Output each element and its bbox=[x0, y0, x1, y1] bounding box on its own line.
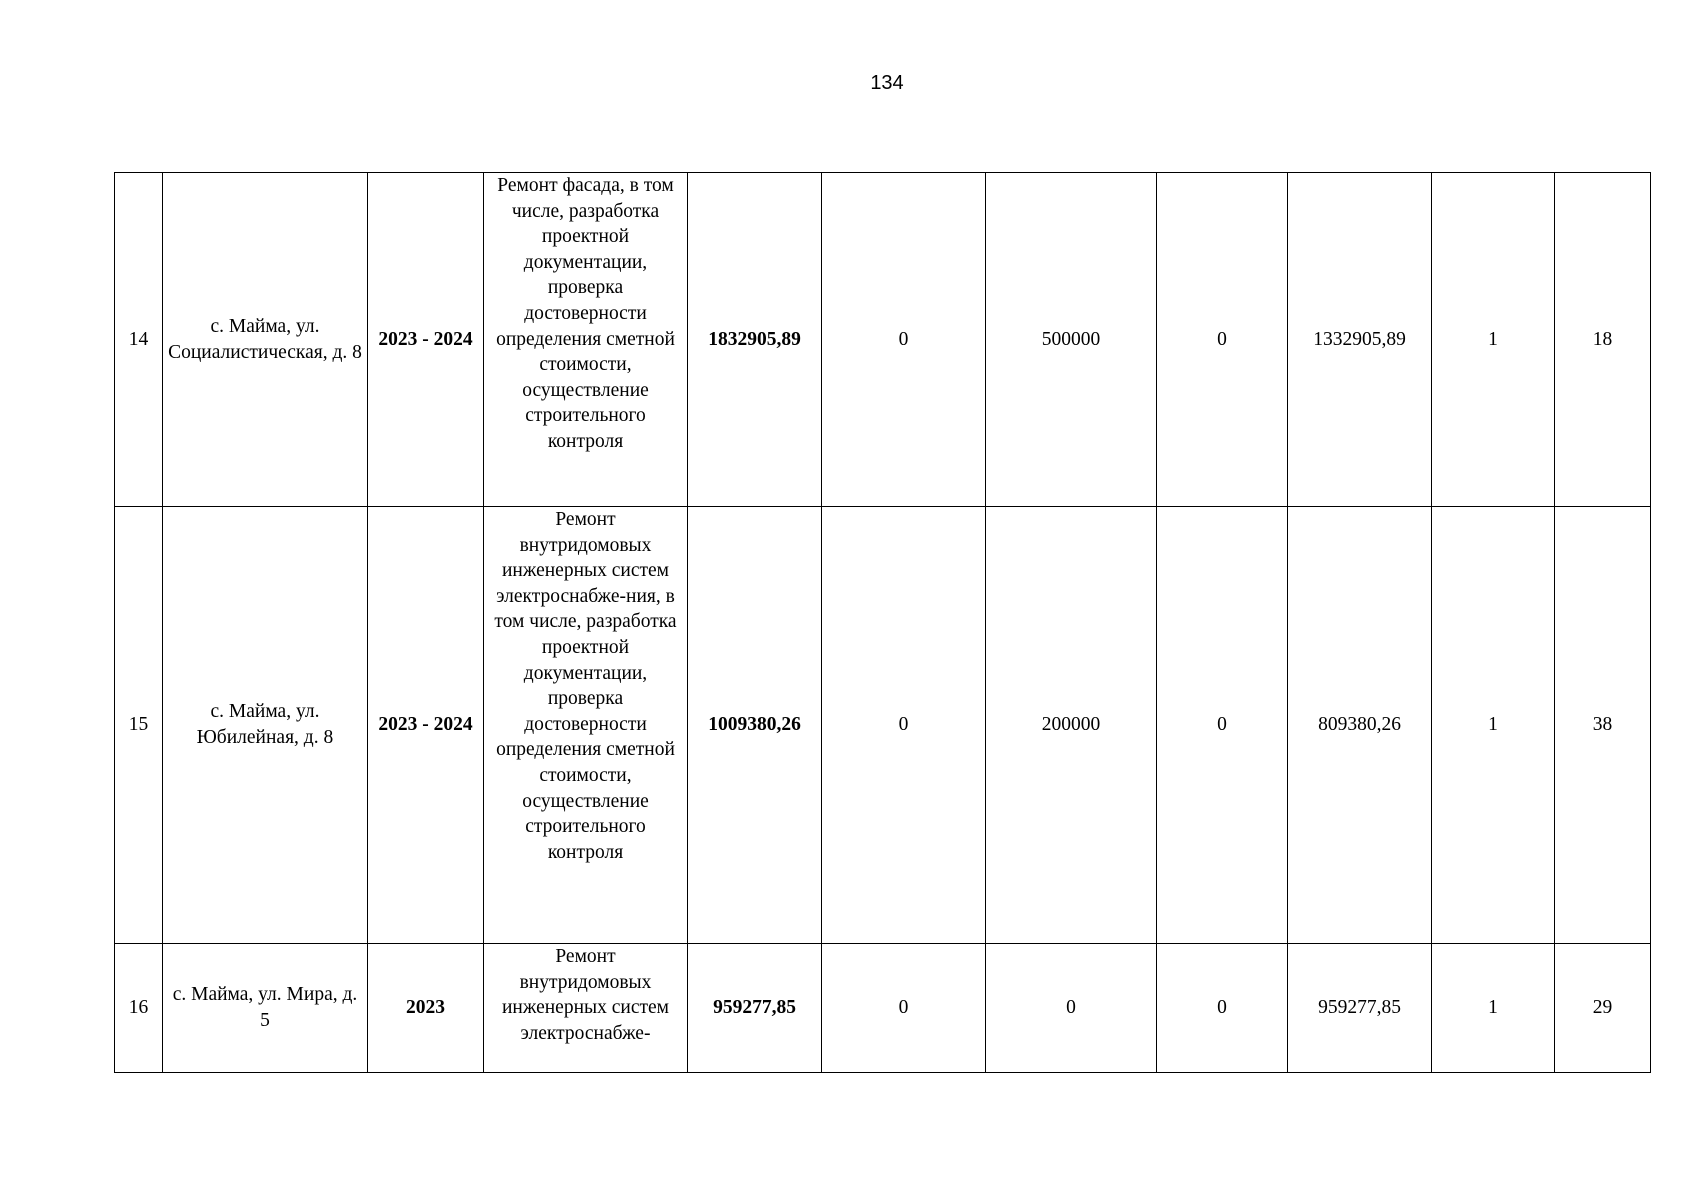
value-cell: 0 bbox=[822, 173, 986, 507]
value-cell: 809380,26 bbox=[1288, 507, 1432, 944]
value-cell: 1 bbox=[1432, 173, 1555, 507]
work-type-text: Ремонт внутридомовых инженерных систем электроснабже- bbox=[501, 946, 669, 1044]
value-cell: 0 bbox=[822, 944, 986, 1073]
years-cell: 2023 bbox=[368, 944, 484, 1073]
address-cell: с. Майма, ул. Социалистическая, д. 8 bbox=[163, 173, 368, 507]
years-cell: 2023 - 2024 bbox=[368, 507, 484, 944]
value-cell: 0 bbox=[1157, 507, 1288, 944]
value-cell: 1 bbox=[1432, 944, 1555, 1073]
total-cost-cell: 959277,85 bbox=[688, 944, 822, 1073]
value-cell: 18 bbox=[1555, 173, 1651, 507]
value-cell: 29 bbox=[1555, 944, 1651, 1073]
table-row bbox=[115, 944, 1651, 1073]
work-type-cell bbox=[484, 944, 688, 1073]
years-cell: 2023 - 2024 bbox=[368, 173, 484, 507]
work-type-cell bbox=[484, 507, 688, 944]
address-cell: с. Майма, ул. Юбилейная, д. 8 bbox=[163, 507, 368, 944]
address-cell: с. Майма, ул. Мира, д. 5 bbox=[163, 944, 368, 1073]
work-type-text: Ремонт внутридомовых инженерных систем электроснабже-ния, в том числе, разработка проектной документации, проверка достоверности определения сметной стоимости, осуществление строительного контроля bbox=[494, 509, 677, 863]
value-cell: 959277,85 bbox=[1288, 944, 1432, 1073]
total-cost-cell: 1009380,26 bbox=[688, 507, 822, 944]
value-cell: 500000 bbox=[986, 173, 1157, 507]
value-cell: 1 bbox=[1432, 507, 1555, 944]
work-type-cell bbox=[484, 173, 688, 507]
value-cell: 38 bbox=[1555, 507, 1651, 944]
value-cell: 0 bbox=[1157, 944, 1288, 1073]
row-number: 14 bbox=[115, 173, 163, 507]
total-cost-cell: 1832905,89 bbox=[688, 173, 822, 507]
value-cell: 1332905,89 bbox=[1288, 173, 1432, 507]
table-row bbox=[115, 507, 1651, 944]
works-table bbox=[114, 172, 1651, 1073]
row-number: 15 bbox=[115, 507, 163, 944]
work-type-text: Ремонт фасада, в том числе, разработка проектной документации, проверка достоверности определения сметной стоимости, осуществление строительного контроля bbox=[496, 175, 675, 452]
value-cell: 200000 bbox=[986, 507, 1157, 944]
value-cell: 0 bbox=[822, 507, 986, 944]
value-cell: 0 bbox=[986, 944, 1157, 1073]
table-row bbox=[115, 173, 1651, 507]
value-cell: 0 bbox=[1157, 173, 1288, 507]
page-number: 134 bbox=[870, 72, 904, 94]
row-number: 16 bbox=[115, 944, 163, 1073]
